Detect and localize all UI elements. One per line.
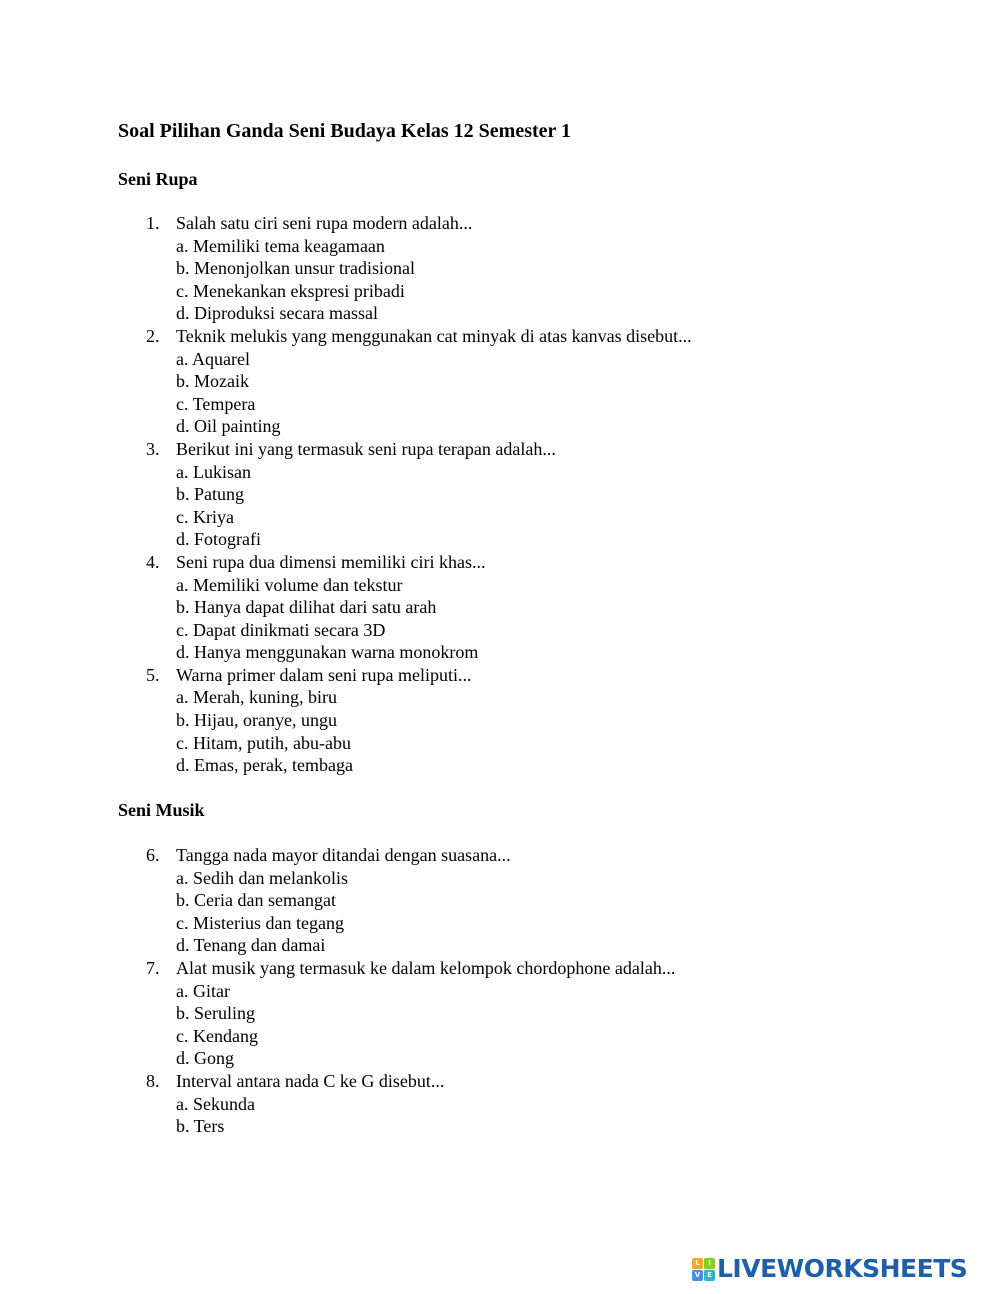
option-b[interactable]: b. Hijau, oranye, ungu: [176, 710, 337, 731]
option-a[interactable]: a. Sekunda: [176, 1093, 255, 1114]
option-c[interactable]: c. Kendang: [176, 1025, 258, 1046]
option-a[interactable]: a. Gitar: [176, 980, 230, 1001]
question-7: [146, 957, 866, 1070]
option-b[interactable]: b. Ters: [176, 1116, 225, 1137]
question-8: [146, 1070, 866, 1138]
question-4: [146, 551, 866, 664]
question-text: Alat musik yang termasuk ke dalam kelompok chordophone adalah...: [176, 957, 676, 978]
option-list: [146, 235, 866, 325]
question-3: [146, 438, 866, 551]
option-c[interactable]: c. Kriya: [176, 506, 234, 527]
option-c[interactable]: c. Tempera: [176, 393, 256, 414]
option-list: [146, 574, 866, 664]
option-a[interactable]: a. Memiliki tema keagamaan: [176, 235, 385, 256]
question-5: [146, 664, 866, 777]
question-number: 4.: [146, 551, 160, 572]
option-b[interactable]: b. Mozaik: [176, 371, 249, 392]
question-text: Teknik melukis yang menggunakan cat minyak di atas kanvas disebut...: [176, 325, 692, 346]
question-text: Tangga nada mayor ditandai dengan suasana...: [176, 845, 511, 865]
question-number: 7.: [146, 957, 160, 978]
option-a[interactable]: a. Lukisan: [176, 461, 251, 482]
option-list: [146, 348, 866, 438]
option-b[interactable]: b. Ceria dan semangat: [176, 890, 336, 911]
option-d[interactable]: d. Hanya menggunakan warna monokrom: [176, 642, 479, 663]
option-list: [146, 980, 866, 1070]
question-text: Berikut ini yang termasuk seni rupa terapan adalah...: [176, 438, 556, 459]
option-d[interactable]: d. Fotografi: [176, 529, 261, 550]
section-heading-seni-musik: Seni Musik: [118, 800, 205, 820]
option-c[interactable]: c. Hitam, putih, abu-abu: [176, 732, 351, 753]
question-number: 2.: [146, 325, 160, 346]
option-c[interactable]: c. Dapat dinikmati secara 3D: [176, 619, 386, 640]
question-1: [146, 212, 866, 325]
option-d[interactable]: d. Oil painting: [176, 416, 281, 437]
question-number: 5.: [146, 664, 160, 685]
option-a[interactable]: a. Aquarel: [176, 348, 250, 369]
option-d[interactable]: d. Diproduksi secara massal: [176, 303, 378, 324]
option-list: [146, 1093, 866, 1138]
option-c[interactable]: c. Misterius dan tegang: [176, 912, 344, 933]
question-6: [146, 844, 866, 957]
question-number: 1.: [146, 213, 160, 233]
question-text: Salah satu ciri seni rupa modern adalah...: [176, 213, 473, 233]
liveworksheets-brand[interactable]: [692, 1254, 967, 1284]
logo-mark-v: V: [692, 1270, 703, 1281]
option-d[interactable]: d. Emas, perak, tembaga: [176, 755, 353, 776]
option-b[interactable]: b. Menonjolkan unsur tradisional: [176, 258, 415, 279]
option-list: [146, 461, 866, 551]
question-list-seni-rupa: [146, 212, 866, 777]
option-a[interactable]: a. Merah, kuning, biru: [176, 687, 337, 708]
question-text: Seni rupa dua dimensi memiliki ciri khas...: [176, 551, 486, 572]
option-a[interactable]: a. Memiliki volume dan tekstur: [176, 574, 403, 595]
liveworksheets-logo-icon: [692, 1258, 715, 1281]
section-heading-seni-rupa: Seni Rupa: [118, 169, 198, 189]
option-b[interactable]: b. Patung: [176, 484, 245, 505]
question-number: 6.: [146, 845, 160, 865]
question-text: Warna primer dalam seni rupa meliputi...: [176, 664, 472, 685]
page-title: Soal Pilihan Ganda Seni Budaya Kelas 12 Semester 1: [118, 120, 572, 142]
logo-mark-l: L: [692, 1258, 703, 1269]
question-number: 3.: [146, 438, 160, 459]
logo-mark-i: I: [704, 1258, 715, 1269]
option-c[interactable]: c. Menekankan ekspresi pribadi: [176, 280, 405, 301]
question-list-seni-musik: [146, 844, 866, 1138]
option-d[interactable]: d. Gong: [176, 1048, 234, 1069]
option-list: [146, 686, 866, 776]
option-b[interactable]: b. Hanya dapat dilihat dari satu arah: [176, 597, 437, 618]
option-list: [146, 867, 866, 957]
question-2: [146, 325, 866, 438]
question-number: 8.: [146, 1070, 160, 1091]
logo-mark-e: E: [704, 1270, 715, 1281]
option-a[interactable]: a. Sedih dan melankolis: [176, 867, 348, 888]
option-d[interactable]: d. Tenang dan damai: [176, 935, 326, 956]
question-text: Interval antara nada C ke G disebut...: [176, 1070, 445, 1091]
option-b[interactable]: b. Seruling: [176, 1003, 255, 1024]
logo-text: LIVEWORKSHEETS: [717, 1254, 968, 1283]
